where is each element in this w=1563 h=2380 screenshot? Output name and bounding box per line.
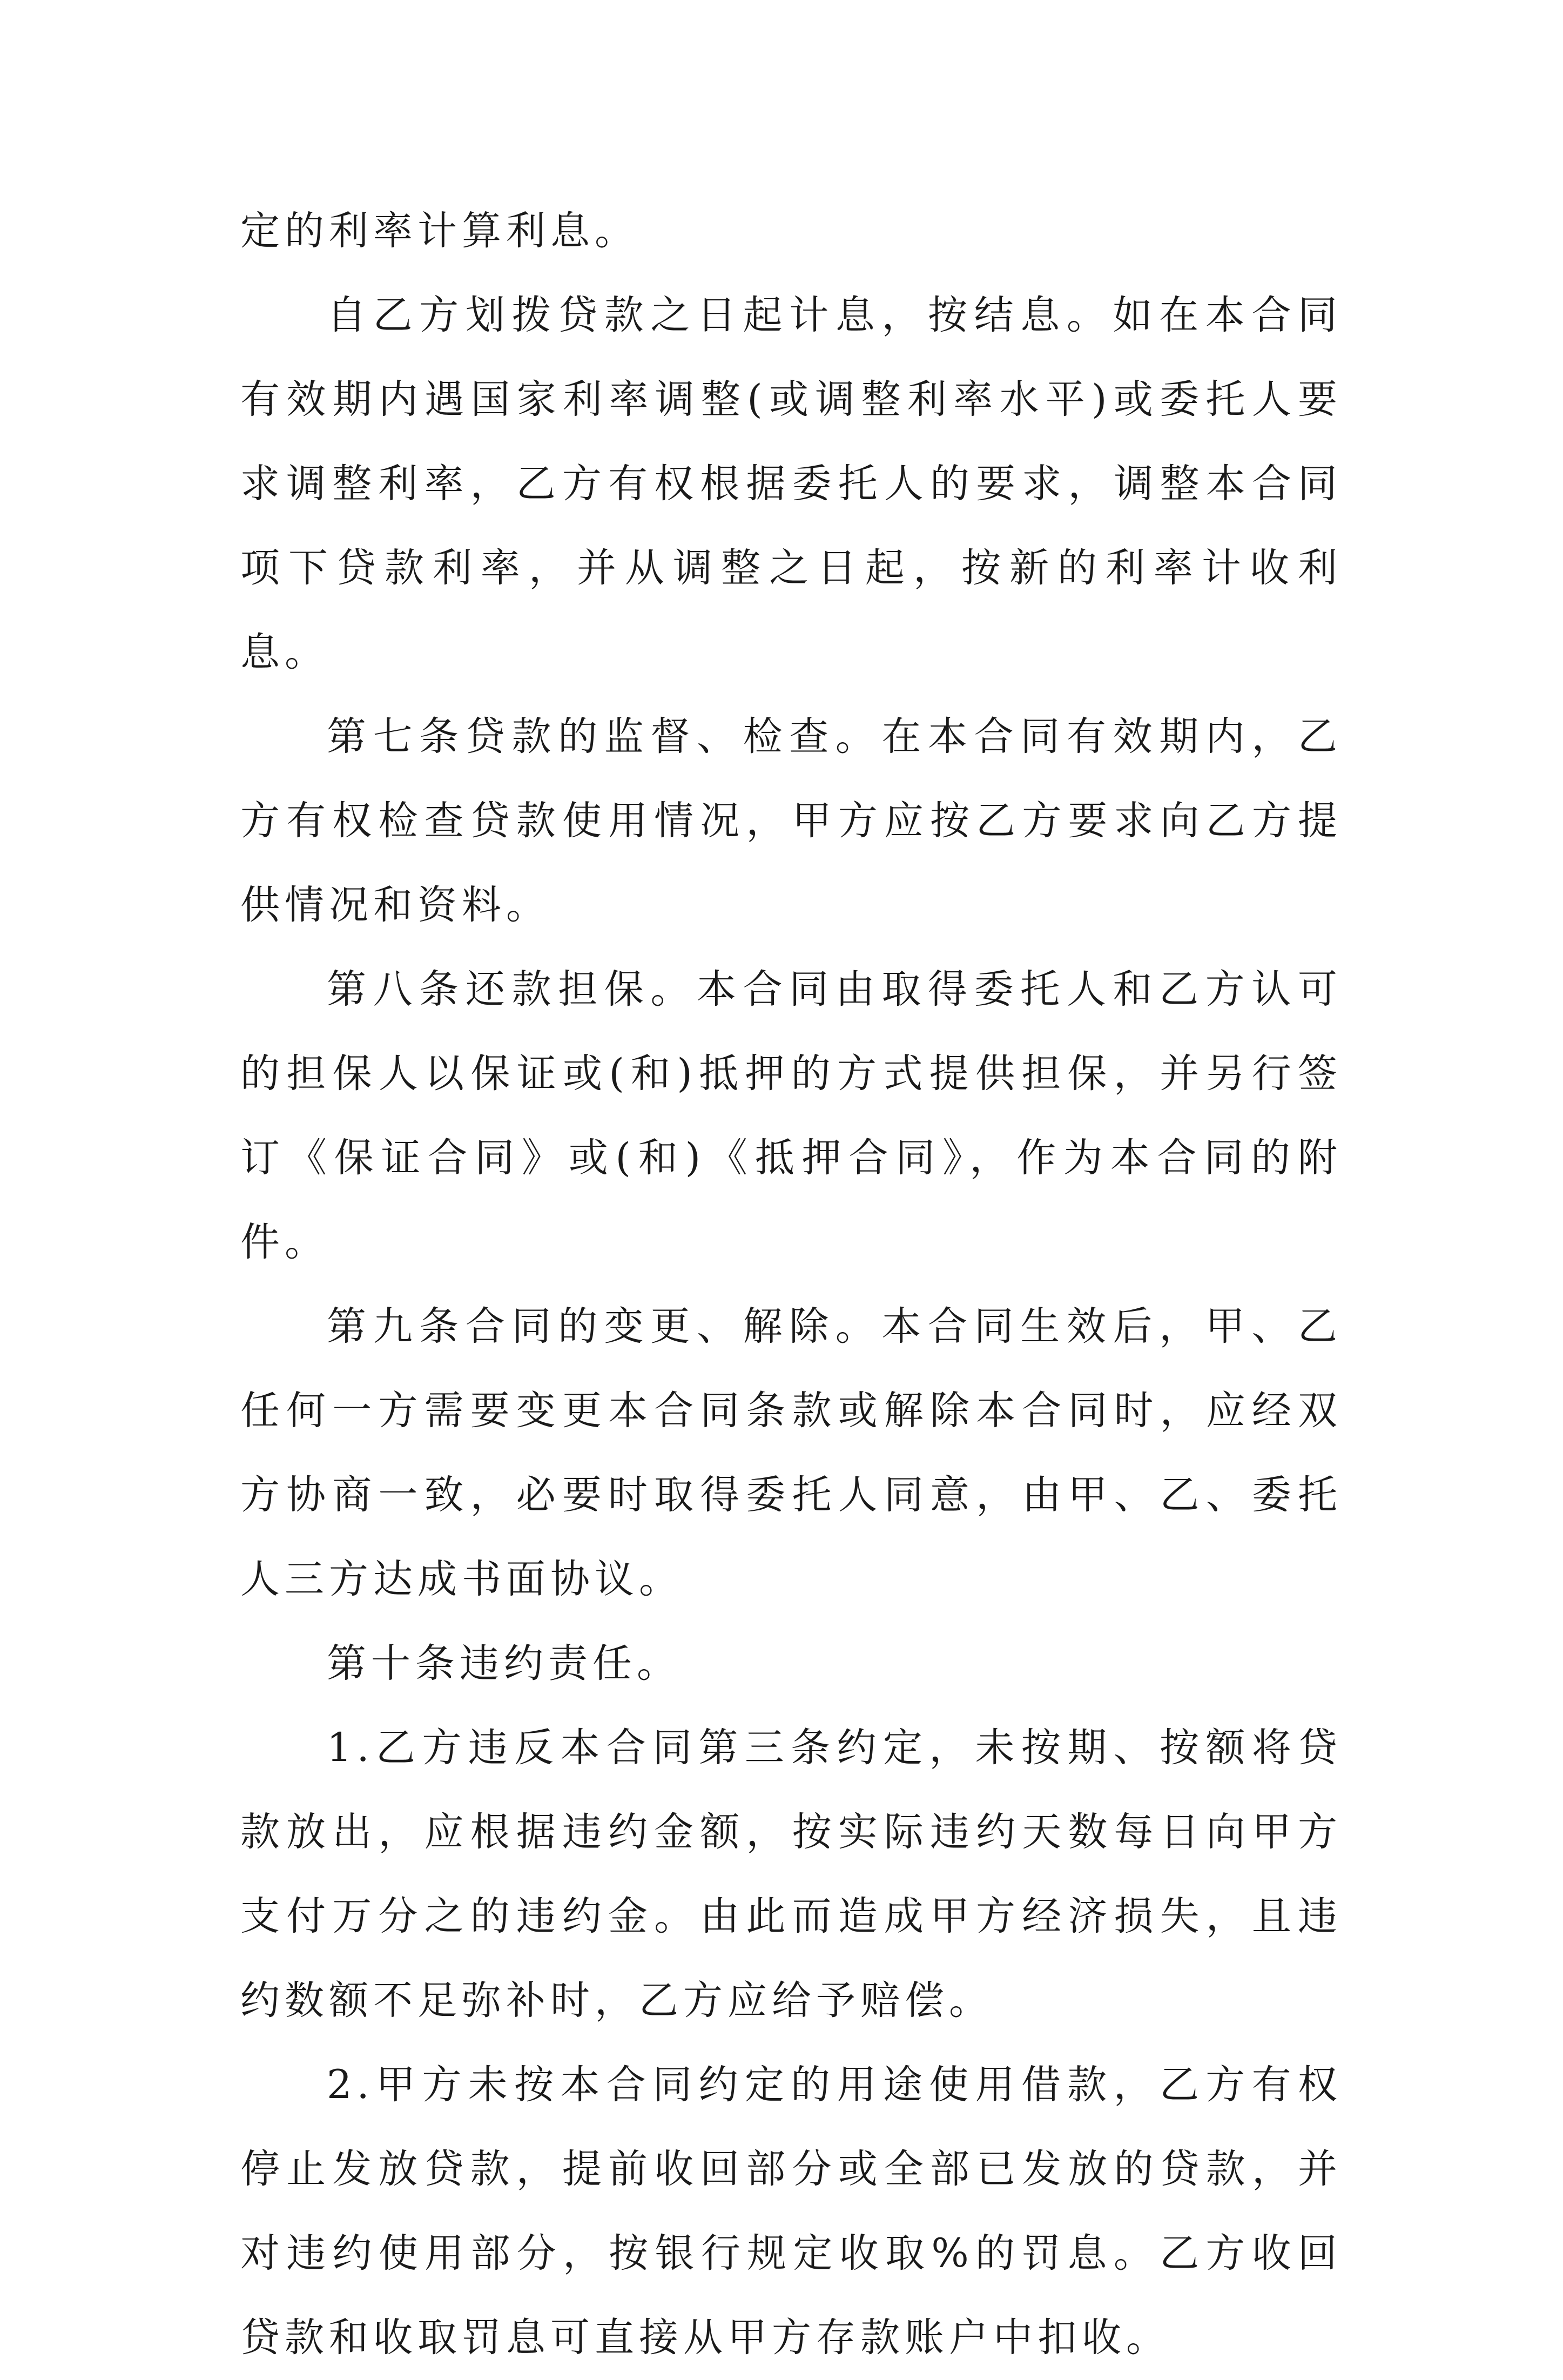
paragraph-article-10-item-1: 1.乙方违反本合同第三条约定，未按期、按额将贷款放出，应根据违约金额，按实际违约天数每日向甲方支付万分之的违约金。由此而造成甲方经济损失，且违约数额不足弥补时，乙方应给予赔偿。 (240, 1725, 1342, 2023)
paragraph-article-10-heading: 第十条违约责任。 (327, 1641, 681, 1686)
paragraph-article-7-supervision: 第七条贷款的监督、检查。在本合同有效期内，乙方有权检查贷款使用情况，甲方应按乙方要求向乙方提供情况和资料。 (240, 714, 1342, 928)
paragraph-article-9-modification: 第九条合同的变更、解除。本合同生效后，甲、乙任何一方需要变更本合同条款或解除本合同时，应经双方协商一致，必要时取得委托人同意，由甲、乙、委托人三方达成书面协议。 (240, 1303, 1342, 1602)
paragraph-interest-accrual: 自乙方划拨贷款之日起计息，按结息。如在本合同有效期内遇国家利率调整(或调整利率水平)或委托人要求调整利率，乙方有权根据委托人的要求，调整本合同项下贷款利率，并从调整之日起，按新的利率计收利息。 (240, 292, 1342, 675)
paragraph-article-10-item-2: 2.甲方未按本合同约定的用途使用借款，乙方有权停止发放贷款，提前收回部分或全部已发放的贷款，并对违约使用部分，按银行规定收取%的罚息。乙方收回贷款和收取罚息可直接从甲方存款账户中扣收。 (240, 2062, 1342, 2361)
paragraph-interest-rate-continuation: 定的利率计算利息。 (240, 208, 639, 254)
document-body (240, 189, 1342, 2380)
paragraph-article-8-guarantee: 第八条还款担保。本合同由取得委托人和乙方认可的担保人以保证或(和)抵押的方式提供担保，并另行签订《保证合同》或(和)《抵押合同》，作为本合同的附件。 (240, 966, 1342, 1265)
